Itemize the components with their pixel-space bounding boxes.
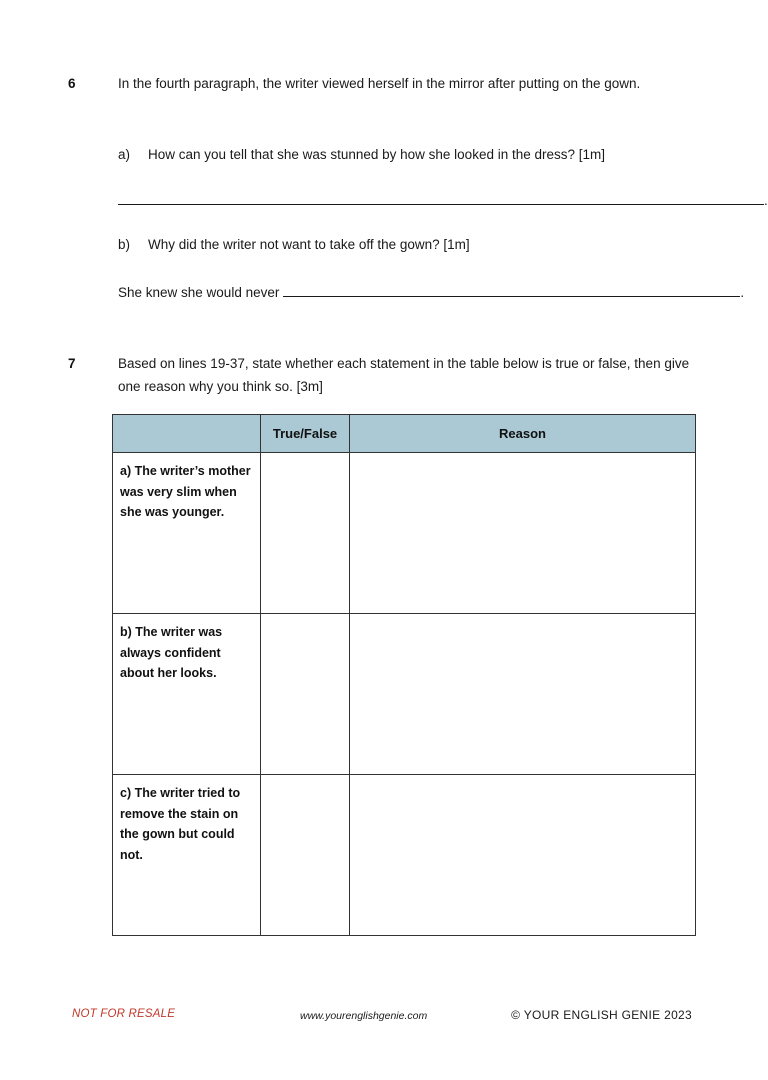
answer-rule[interactable] bbox=[283, 285, 740, 297]
question-6-sub-b-label: b) bbox=[118, 237, 131, 252]
question-7-stem: Based on lines 19-37, state whether each statement in the table below is true or false, then give one reason why you think so. [3m] bbox=[118, 356, 690, 394]
answer-line-period: . bbox=[764, 193, 768, 208]
true-false-table bbox=[112, 414, 696, 936]
question-6-answer-line-b[interactable] bbox=[118, 281, 744, 304]
table-row bbox=[113, 453, 696, 614]
table-header-row bbox=[113, 415, 696, 453]
table-row bbox=[113, 775, 696, 936]
table-cell-reason[interactable] bbox=[350, 614, 696, 775]
table-cell-statement: a) The writer’s mother was very slim when she was younger. bbox=[113, 453, 261, 614]
question-6-sub-a-text: How can you tell that she was stunned by how she looked in the dress? [1m] bbox=[148, 147, 606, 162]
table-header-true-false: True/False bbox=[261, 415, 350, 453]
table-cell-statement: c) The writer tried to remove the stain on the gown but could not. bbox=[113, 775, 261, 936]
table-header-reason: Reason bbox=[350, 415, 696, 453]
not-for-resale-notice: NOT FOR RESALE bbox=[72, 1008, 176, 1020]
answer-lead-text: She knew she would never bbox=[118, 285, 280, 300]
question-7-number: 7 bbox=[68, 356, 76, 371]
table-cell-reason[interactable] bbox=[350, 453, 696, 614]
question-6-sub-b bbox=[118, 233, 708, 256]
question-6-sub-b-text: Why did the writer not want to take off the gown? [1m] bbox=[148, 237, 470, 252]
question-6-number: 6 bbox=[68, 76, 76, 91]
table-row bbox=[113, 614, 696, 775]
table-cell-true-false[interactable] bbox=[261, 775, 350, 936]
table-cell-true-false[interactable] bbox=[261, 614, 350, 775]
table-cell-statement: b) The writer was always confident about her looks. bbox=[113, 614, 261, 775]
footer-website: www.yourenglishgenie.com bbox=[300, 1010, 428, 1022]
question-6-answer-line-a[interactable] bbox=[118, 189, 768, 212]
question-6-stem: In the fourth paragraph, the writer viewed herself in the mirror after putting on the gown. bbox=[118, 76, 641, 91]
question-6-sub-a-label: a) bbox=[118, 147, 131, 162]
answer-line-period: . bbox=[740, 285, 745, 300]
table-cell-reason[interactable] bbox=[350, 775, 696, 936]
table-cell-true-false[interactable] bbox=[261, 453, 350, 614]
table-header-statement bbox=[113, 415, 261, 453]
answer-rule[interactable] bbox=[118, 193, 764, 205]
page-footer bbox=[0, 1008, 764, 1034]
table-header bbox=[113, 415, 696, 453]
question-6-sub-a bbox=[118, 143, 708, 166]
table-body bbox=[113, 453, 696, 936]
footer-copyright: © YOUR ENGLISH GENIE 2023 bbox=[511, 1008, 692, 1022]
